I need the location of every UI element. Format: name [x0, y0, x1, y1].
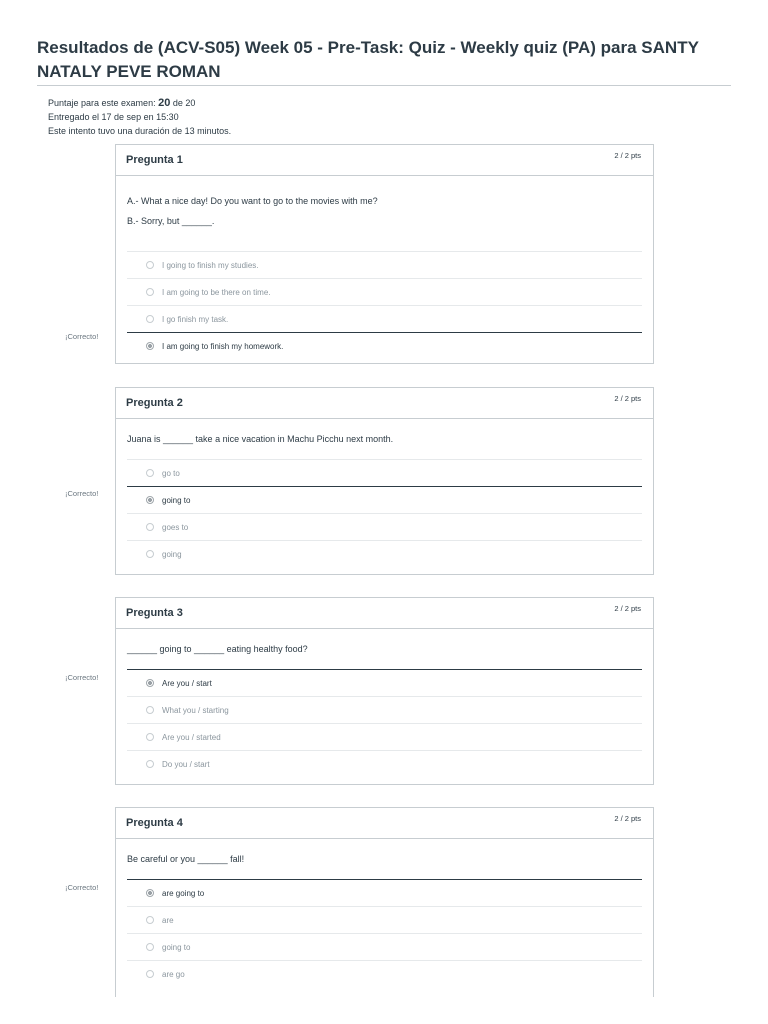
answer-option[interactable]: [127, 751, 642, 777]
radio-icon[interactable]: [146, 469, 154, 477]
answer-option[interactable]: [127, 279, 642, 306]
answer-label: What you / starting: [162, 705, 229, 715]
question-header: [116, 145, 653, 176]
radio-checked-icon[interactable]: [146, 889, 154, 897]
answer-option[interactable]: [127, 907, 642, 934]
answer-option[interactable]: [127, 252, 642, 279]
answer-option-selected[interactable]: [127, 332, 642, 359]
question-header: [116, 388, 653, 419]
answer-label: going: [162, 549, 182, 559]
answer-option[interactable]: [127, 514, 642, 541]
answer-option[interactable]: [127, 961, 642, 987]
answer-option-selected[interactable]: [127, 486, 642, 514]
answer-option[interactable]: [127, 697, 642, 724]
answer-option[interactable]: [127, 460, 642, 487]
radio-icon[interactable]: [146, 550, 154, 558]
page-title: Resultados de (ACV-S05) Week 05 - Pre-Task: Quiz - Weekly quiz (PA) para SANTY NATALY PEVE ROMAN: [37, 38, 699, 81]
score-line: [48, 96, 231, 110]
question-line: A.- What a nice day! Do you want to go to the movies with me?: [127, 196, 378, 206]
answer-label: goes to: [162, 522, 189, 532]
question-points: 2 / 2 pts: [614, 394, 641, 403]
question-line: Be careful or you ______ fall!: [127, 854, 245, 864]
correct-answer-flag: ¡Correcto!: [65, 489, 99, 498]
radio-icon[interactable]: [146, 261, 154, 269]
score-label: Puntaje para este examen:: [48, 98, 156, 108]
radio-icon[interactable]: [146, 706, 154, 714]
radio-icon[interactable]: [146, 760, 154, 768]
title-divider: [37, 85, 731, 86]
score-total: de 20: [172, 98, 196, 108]
answer-label: go to: [162, 468, 180, 478]
answer-label: going to: [162, 495, 191, 505]
answer-label: I going to finish my studies.: [162, 260, 259, 270]
question-title: Pregunta 2: [126, 397, 183, 409]
submitted-date: Entregado el 17 de sep en 15:30: [48, 112, 179, 122]
question-text: [127, 419, 642, 459]
radio-icon[interactable]: [146, 288, 154, 296]
radio-checked-icon[interactable]: [146, 496, 154, 504]
attempt-duration: Este intento tuvo una duración de 13 minutos.: [48, 126, 232, 136]
question-header: [116, 808, 653, 839]
question-title: Pregunta 3: [126, 607, 183, 619]
answer-label: I go finish my task.: [162, 314, 229, 324]
radio-checked-icon[interactable]: [146, 679, 154, 687]
answer-option[interactable]: [127, 934, 642, 961]
question-points: 2 / 2 pts: [614, 151, 641, 160]
question-card-1: [115, 144, 654, 364]
answer-list: [127, 251, 642, 359]
answer-label: are: [162, 915, 174, 925]
answer-label: Are you / start: [162, 678, 212, 688]
question-line: B.- Sorry, but ______.: [127, 216, 215, 226]
answer-label: going to: [162, 942, 191, 952]
radio-checked-icon[interactable]: [146, 342, 154, 350]
radio-icon[interactable]: [146, 943, 154, 951]
question-card-4: [115, 807, 654, 997]
correct-answer-flag: ¡Correcto!: [65, 883, 99, 892]
answer-label: are go: [162, 969, 185, 979]
radio-icon[interactable]: [146, 523, 154, 531]
answer-option-selected[interactable]: [127, 879, 642, 907]
question-title: Pregunta 4: [126, 817, 183, 829]
question-text: [127, 176, 642, 251]
answer-option[interactable]: [127, 306, 642, 333]
question-card-2: [115, 387, 654, 575]
score-value: 20: [158, 97, 171, 109]
answer-label: are going to: [162, 888, 205, 898]
answer-list: [127, 879, 642, 987]
quiz-summary: [48, 96, 231, 138]
radio-icon[interactable]: [146, 315, 154, 323]
answer-label: I am going to finish my homework.: [162, 341, 284, 351]
answer-list: [127, 669, 642, 777]
question-title: Pregunta 1: [126, 154, 183, 166]
answer-option[interactable]: [127, 541, 642, 567]
question-text: [127, 839, 642, 879]
answer-option-selected[interactable]: [127, 669, 642, 697]
question-points: 2 / 2 pts: [614, 604, 641, 613]
correct-answer-flag: ¡Correcto!: [65, 332, 99, 341]
question-text: [127, 629, 642, 669]
question-card-3: [115, 597, 654, 785]
answer-label: I am going to be there on time.: [162, 287, 271, 297]
radio-icon[interactable]: [146, 733, 154, 741]
answer-list: [127, 459, 642, 567]
answer-option[interactable]: [127, 724, 642, 751]
answer-label: Do you / start: [162, 759, 210, 769]
radio-icon[interactable]: [146, 916, 154, 924]
correct-answer-flag: ¡Correcto!: [65, 673, 99, 682]
question-line: Juana is ______ take a nice vacation in Machu Picchu next month.: [127, 434, 394, 444]
answer-label: Are you / started: [162, 732, 221, 742]
question-points: 2 / 2 pts: [614, 814, 641, 823]
question-line: ______ going to ______ eating healthy food?: [127, 644, 308, 654]
question-header: [116, 598, 653, 629]
radio-icon[interactable]: [146, 970, 154, 978]
